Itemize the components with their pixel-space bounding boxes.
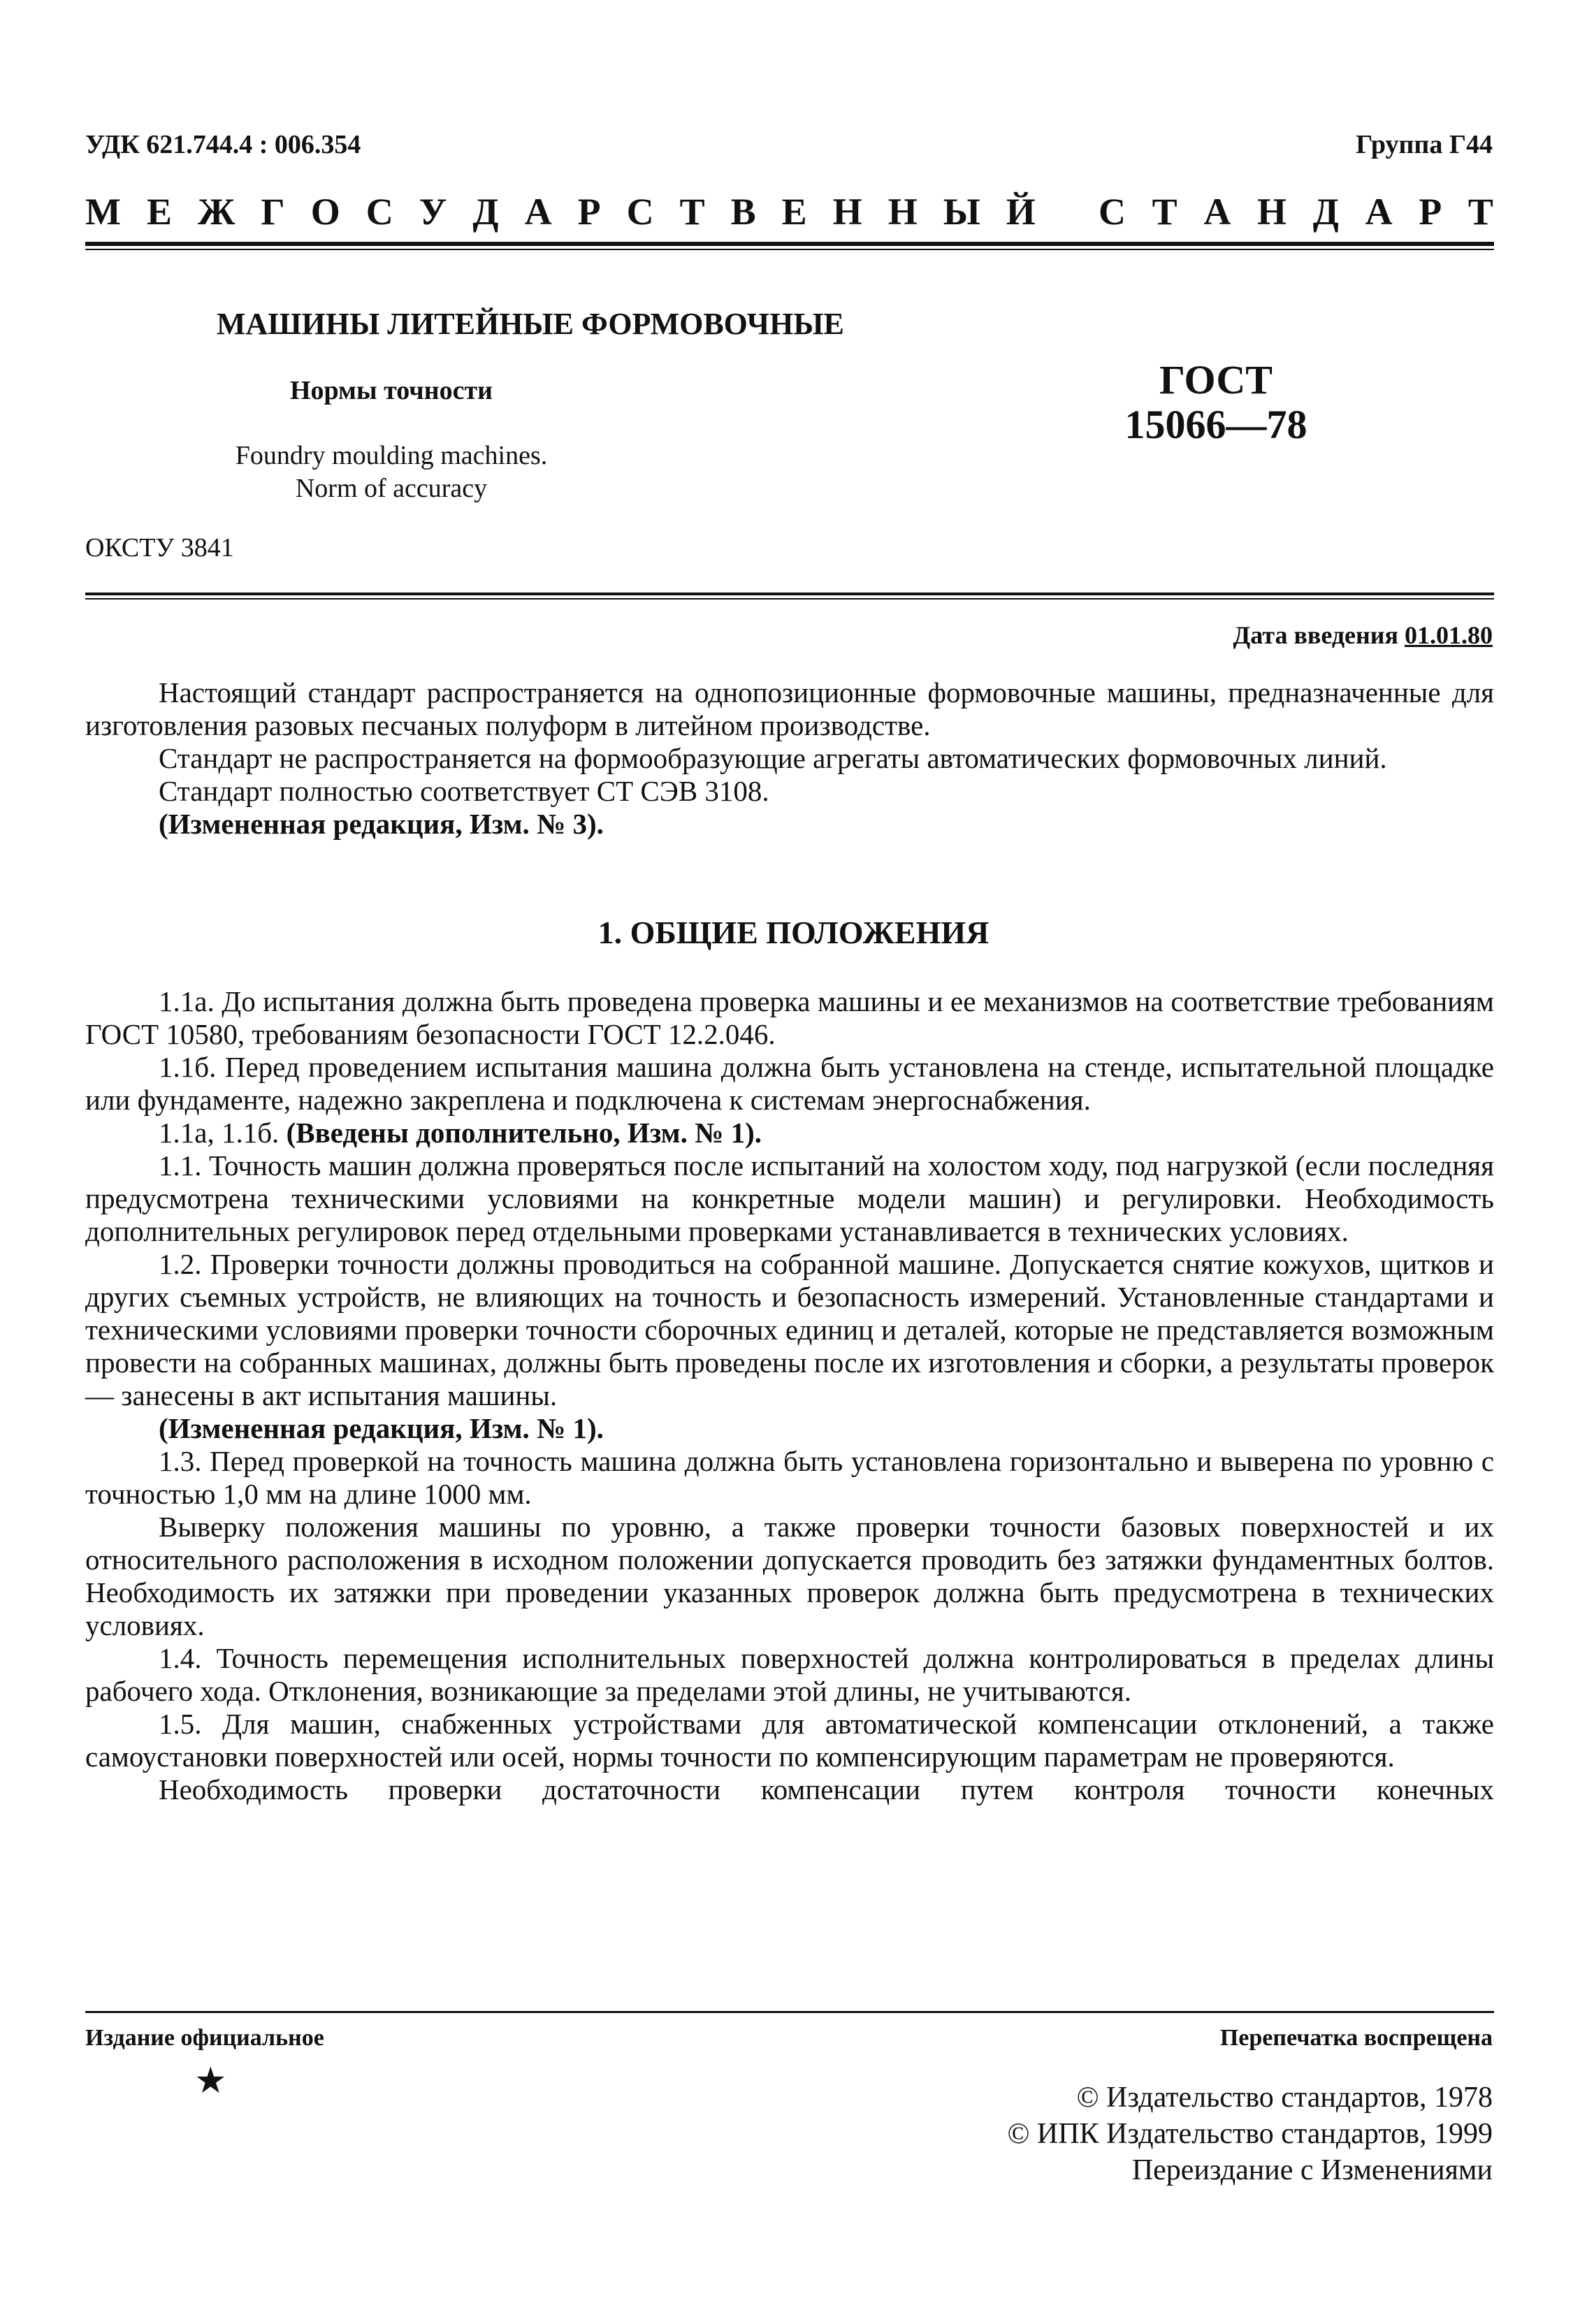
heading-letter: А	[1365, 191, 1393, 233]
heading-letter: Е	[781, 191, 807, 233]
copyright-1999: © ИПК Издательство стандартов, 1999	[1007, 2118, 1493, 2150]
introduction-date	[1233, 620, 1493, 650]
heading-letter: В	[730, 191, 756, 233]
group-code: Группа Г44	[1356, 130, 1493, 159]
heading-letter: Г	[261, 191, 285, 233]
heading-letter: У	[419, 191, 447, 233]
section-body	[85, 985, 1494, 1806]
heading-letter: Н	[1257, 191, 1287, 233]
reprint-prohibited-label: Перепечатка воспрещена	[1219, 2025, 1493, 2051]
heading-letter: Е	[146, 191, 172, 233]
star-icon: ★	[194, 2061, 227, 2101]
official-edition-label: Издание официальное	[85, 2025, 324, 2051]
paragraph-1-1a: 1.1а. До испытания должна быть проведена проверка машины и ее механизмов на соответствие требованиям ГОСТ 10580, требованиям безопасности ГОСТ 12.2.046.	[85, 985, 1494, 1050]
heading-letter: Т	[1152, 191, 1177, 233]
copyright-1978: © Издательство стандартов, 1978	[1076, 2082, 1493, 2114]
intro-text	[85, 676, 1494, 841]
heading-letter: Р	[1419, 191, 1442, 233]
paragraph-1-2: 1.2. Проверки точности должны проводиться на собранной машине. Допускается снятие кожухов, щитков и других съемных устройств, не влияющих на точность и безопасность измерений. Установленные стандартами и техническими условиями проверки точности сборочных единиц и деталей, которые не представляется возможным провести на собранных машинах, должны быть проведены после их изготовления и сборки, а результаты проверок — занесены в акт испытания машины.	[85, 1248, 1494, 1411]
standard-word	[1099, 190, 1493, 232]
intro-paragraph: Стандарт полностью соответствует СТ СЭВ 3108.	[159, 775, 769, 807]
paragraph-1-4: 1.4. Точность перемещения исполнительных поверхностей должна контролироваться в пределах длины рабочего хода. Отклонения, возникающие за пределами этой длины, не учитываются.	[85, 1642, 1494, 1707]
gost-code: 15066—78	[1124, 402, 1307, 447]
interstate-standard-heading	[85, 190, 1493, 232]
paragraph-1-5-continued: Необходимость проверки достаточности компенсации путем контроля точности конечных	[159, 1773, 1494, 1806]
paragraph-1-1: 1.1. Точность машин должна проверяться после испытаний на холостом ходу, под нагрузкой (если последняя предусмотрена техническими условиями на конкретные модели машин) и регулировки. Необходимость дополнительных регулировок перед отдельными проверками устанавливается в технических условиях.	[85, 1149, 1494, 1247]
added-note-prefix: 1.1а, 1.1б.	[159, 1117, 280, 1149]
paragraph-added-note	[85, 1117, 1494, 1149]
section-heading: 1. ОБЩИЕ ПОЛОЖЕНИЯ	[597, 915, 990, 950]
intro-paragraph: Стандарт не распространяется на формообразующие агрегаты автоматических формовочных линий.	[159, 742, 1387, 774]
header-rule-thick	[85, 242, 1494, 246]
heading-letter: А	[1203, 191, 1231, 233]
intro-change-note: (Измененная редакция, Изм. № 3).	[159, 808, 604, 840]
english-title-line2: Norm of accuracy	[295, 474, 488, 503]
intro-date-label: Дата введения	[1233, 621, 1398, 649]
header-rule-thin	[85, 249, 1494, 250]
interstate-word	[85, 190, 1036, 232]
heading-letter: Р	[577, 191, 601, 233]
change-note: (Измененная редакция, Изм. № 1).	[159, 1412, 604, 1444]
english-title-line1: Foundry moulding machines.	[235, 441, 548, 470]
heading-letter: Ж	[198, 191, 235, 233]
heading-letter: С	[1099, 191, 1126, 233]
added-note-text: (Введены дополнительно, Изм. № 1).	[286, 1117, 762, 1149]
heading-letter: С	[365, 191, 393, 233]
document-title: МАШИНЫ ЛИТЕЙНЫЕ ФОРМОВОЧНЫЕ	[217, 307, 844, 341]
intro-date-value: 01.01.80	[1405, 621, 1493, 649]
paragraph-1-5: 1.5. Для машин, снабженных устройствами для автоматической компенсации отклонений, а также самоустановки поверхностей или осей, нормы точности по компенсирующим параметрам не проверяются.	[85, 1708, 1494, 1773]
heading-letter: А	[524, 191, 552, 233]
gost-number	[1090, 358, 1342, 447]
heading-letter: Ы	[943, 191, 980, 233]
heading-letter: С	[626, 191, 654, 233]
heading-letter: Т	[679, 191, 705, 233]
heading-letter: Т	[1468, 191, 1493, 233]
paragraph-1-3: 1.3. Перед проверкой на точность машина должна быть установлена горизонтально и выверена по уровню с точностью 1,0 мм на длине 1000 мм.	[85, 1445, 1494, 1510]
title-rule-thin	[85, 598, 1494, 600]
heading-letter: Н	[832, 191, 862, 233]
paragraph-1-3-continued: Выверку положения машины по уровню, а также проверки точности базовых поверхностей и их относительного расположения в исходном положении допускается проводить без затяжки фундаментных болтов. Необходимость их затяжки при проведении указанных проверок должна быть предусмотрена в технических условиях.	[85, 1511, 1494, 1641]
oksty-code: ОКСТУ 3841	[85, 533, 234, 562]
heading-letter: Д	[1312, 191, 1339, 233]
footer-rule	[85, 2011, 1494, 2013]
gost-label: ГОСТ	[1159, 357, 1273, 402]
udk-code: УДК 621.744.4 : 006.354	[85, 130, 361, 159]
intro-paragraph: Настоящий стандарт распространяется на однопозиционные формовочные машины, предназначенные для изготовления разовых песчаных полуформ в литейном производстве.	[85, 676, 1494, 741]
heading-letter: Н	[887, 191, 918, 233]
heading-letter: Й	[1006, 191, 1036, 233]
heading-letter: О	[310, 191, 340, 233]
title-rule-thick	[85, 593, 1494, 595]
reissue-note: Переиздание с Изменениями	[1131, 2154, 1493, 2186]
document-subtitle: Нормы точности	[289, 376, 493, 405]
heading-letter: М	[85, 191, 121, 233]
heading-letter: Д	[472, 191, 499, 233]
paragraph-1-1b: 1.1б. Перед проведением испытания машина должна быть установлена на стенде, испытательной площадке или фундаменте, надежно закреплена и подключена к системам энергоснабжения.	[85, 1051, 1494, 1116]
